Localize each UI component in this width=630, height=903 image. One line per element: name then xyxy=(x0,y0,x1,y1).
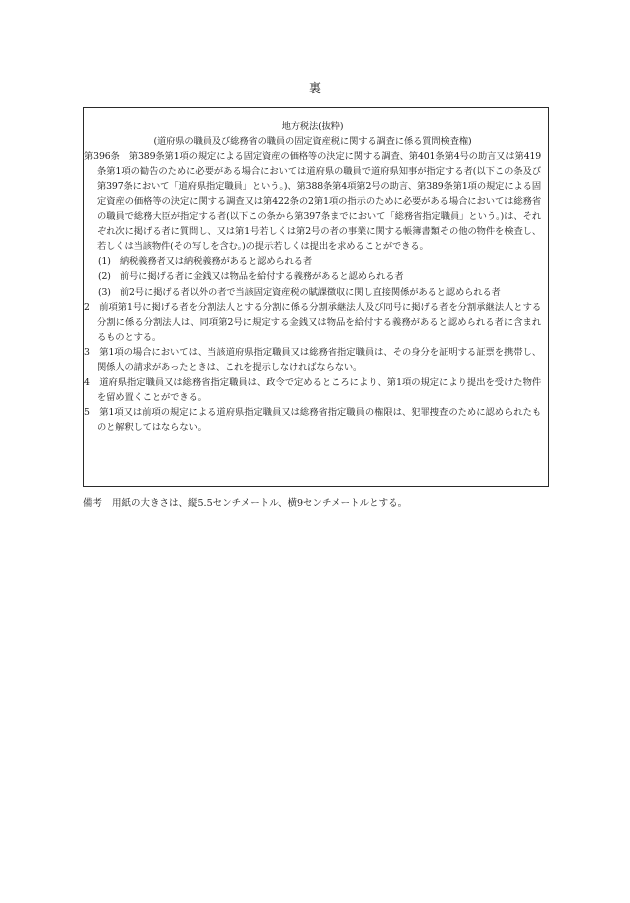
item-text: 納税義務者又は納税義務があると認められる者 xyxy=(119,256,312,268)
remarks-label: 備考 xyxy=(83,498,103,509)
remarks-note xyxy=(83,496,563,511)
article-paragraph xyxy=(84,149,541,254)
article-number: 第396条 xyxy=(84,151,120,163)
paragraph-number: 5 xyxy=(84,406,90,418)
paragraph-number: 2 xyxy=(84,301,90,313)
paragraph-number: 3 xyxy=(84,346,90,358)
item-text: 前2号に掲げる者以外の者で当該固定資産税の賦課徴収に関し直接関係があると認められる者 xyxy=(119,286,501,298)
statute-heading: (道府県の職員及び総務省の職員の固定資産税に関する調査に係る質問検査権) xyxy=(153,136,472,148)
statute-title: 地方税法(抜粋) xyxy=(281,121,344,132)
paragraph-text: 第1項の場合においては、当該道府県指定職員又は総務省指定職員は、その身分を証明する証票を携帯し、関係人の請求があったときは、これを提示しなければならない。 xyxy=(97,346,542,373)
item-number: (1) xyxy=(98,256,111,268)
statute-excerpt-box xyxy=(83,107,549,487)
item-number: (2) xyxy=(98,271,111,283)
sub-paragraph xyxy=(84,345,541,375)
paragraph-text: 第1項又は前項の規定による道府県指定職員又は総務省指定職員の権限は、犯罪捜査のために認められたものと解釈してはならない。 xyxy=(97,406,542,433)
sub-paragraph xyxy=(84,405,541,435)
sub-paragraph xyxy=(84,375,541,405)
statute-excerpt-content xyxy=(84,119,541,435)
list-item xyxy=(84,285,541,300)
item-text: 前号に掲げる者に金銭又は物品を給付する義務があると認められる者 xyxy=(119,271,404,283)
paragraph-number: 4 xyxy=(84,376,90,388)
list-item xyxy=(84,254,541,269)
list-item xyxy=(84,269,541,284)
sub-paragraph xyxy=(84,300,541,345)
article-text: 第389条第1項の規定による固定資産の価格等の決定に関する調査、第401条第4号の助言又は第419条第1項の勧告のために必要がある場合においては道府県の職員で道府県知事が指定する者(以下この条及び第397条において「道府県指定職員」という。)、第388条第4項第2号の助言、第389条第1項の規定による固定資産の価格等の決定に関する調査又は第422条の2第1項の指示のために必要がある場合においては総務省の職員で総務大臣が指定する者(以下この条から第397条までにおいて「総務省指定職員」という。)は、それぞれ次に掲げる者に質問し、又は第1号若しくは第2号の者の事業に関する帳簿書類その他の物件を検査し、若しくは当該物件(その写しを含む。)の提示若しくは提出を求めることができる。 xyxy=(97,151,541,253)
paragraph-text: 前項第1号に掲げる者を分割法人とする分割に係る分割承継法人及び同号に掲げる者を分割承継法人とする分割に係る分割法人は、同項第2号に規定する金銭又は物品を給付する義務があると認められる者に含まれるものとする。 xyxy=(97,301,542,343)
paragraph-text: 道府県指定職員又は総務省指定職員は、政令で定めるところにより、第1項の規定により提出を受けた物件を留め置くことができる。 xyxy=(97,376,542,403)
remarks-text: 用紙の大きさは、縦5.5センチメートル、横9センチメートルとする。 xyxy=(112,498,408,509)
page-side-heading: 裏 xyxy=(308,81,321,95)
item-number: (3) xyxy=(98,286,111,298)
